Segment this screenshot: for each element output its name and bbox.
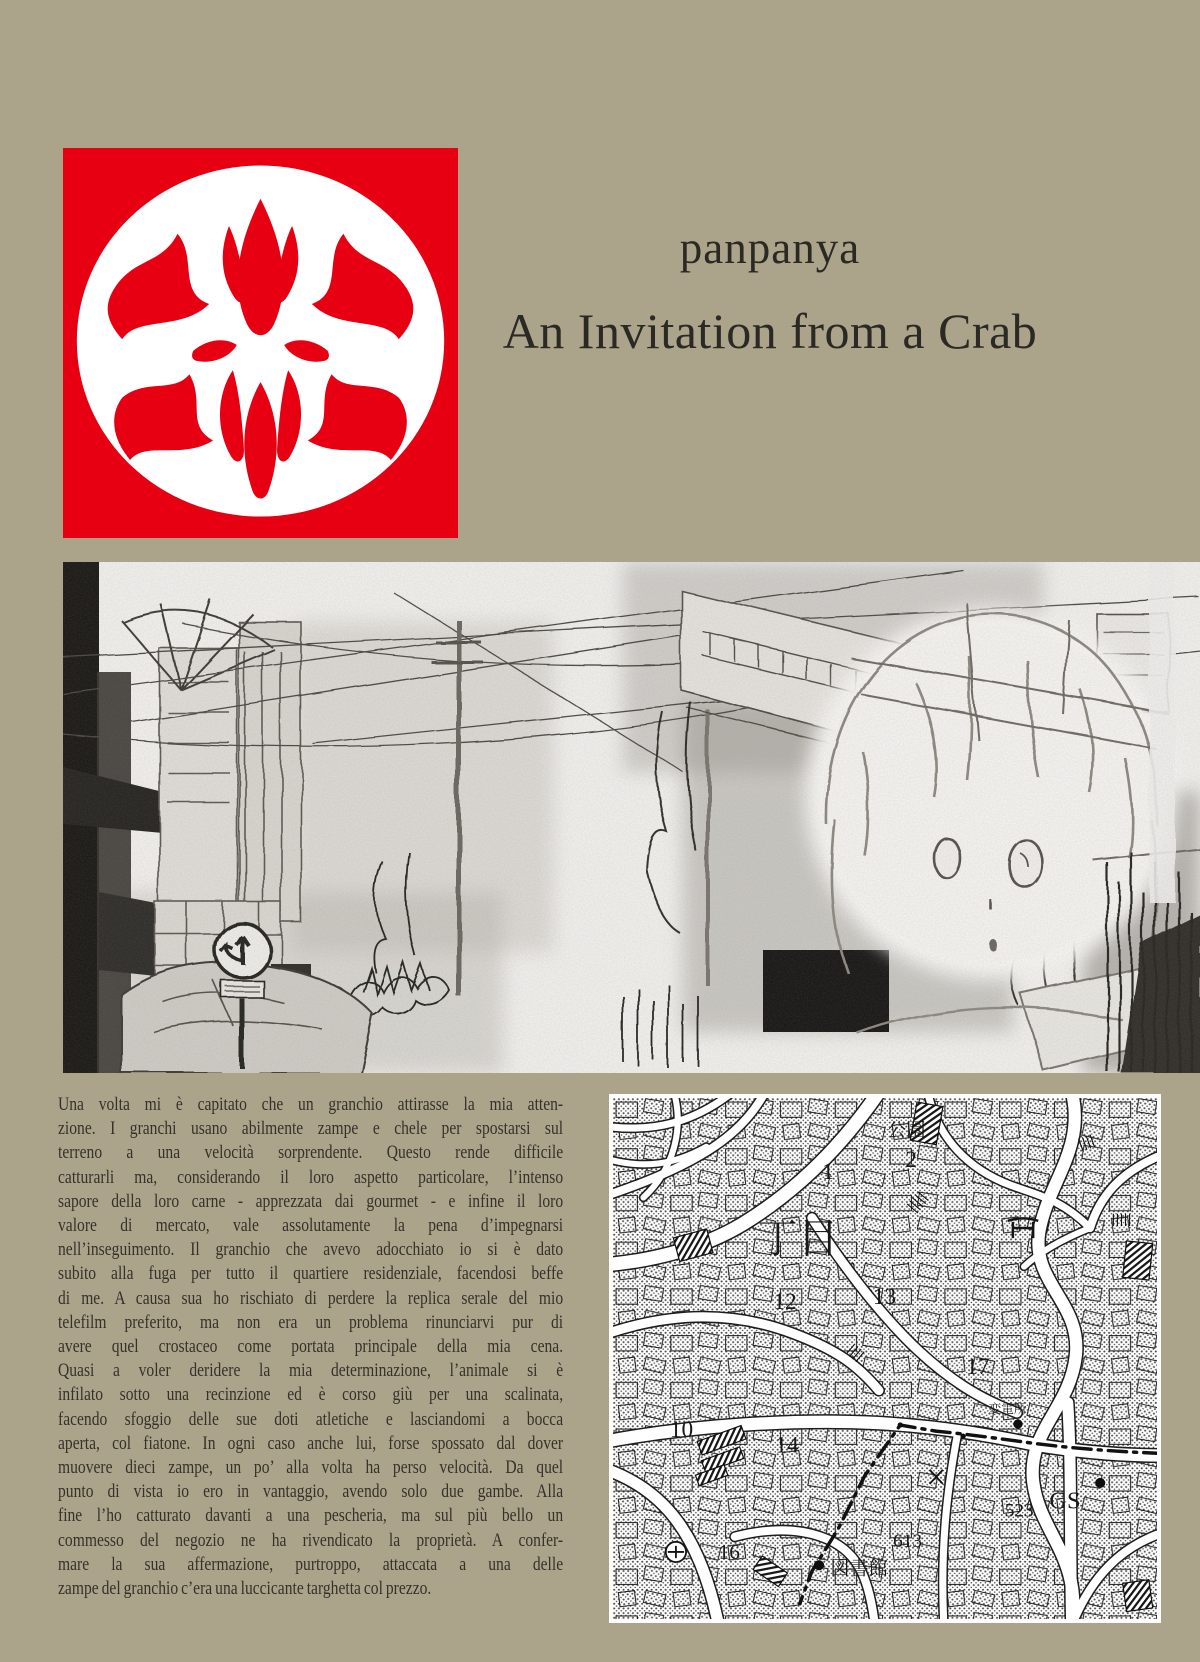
story-line: valore di mercato, vale assolutamente la pena d’impegnarsi <box>58 1215 564 1237</box>
paper-grain <box>63 562 1200 1073</box>
story-line: muovere dieci zampe, un po’ alla volta ha perso velocità. Da quel <box>58 1457 564 1479</box>
crab-emblem-svg <box>63 148 458 538</box>
author-name: panpanya <box>679 223 861 273</box>
map-label: 17 <box>966 1354 990 1381</box>
story-line: mare la sua affermazione, purtroppo, attaccata a una delle <box>58 1553 564 1575</box>
story-line: catturarli ma, considerando il loro aspetto particolare, l’intenso <box>58 1166 564 1188</box>
story-line: telefilm preferito, ma non era un problema rinunciarvi pur di <box>58 1311 564 1333</box>
story-line: zampe del granchio c’era una luccicante targhetta col prezzo. <box>58 1578 432 1600</box>
map-label: 10 <box>669 1417 694 1444</box>
story-line: avere quel crostaceo come portata principale della mia cena. <box>58 1336 564 1358</box>
story-line: Una volta mi è capitato che un granchio attirasse la mia atten- <box>58 1094 564 1115</box>
story-line: subito alla fuga per tutto il quartiere residenziale, facendosi beffe <box>58 1263 564 1285</box>
story-line: infilato sotto una recinzione ed è corso giù per una scalinata, <box>58 1384 564 1406</box>
page-title: An Invitation from a Crab <box>502 303 1038 359</box>
map-label: 公園 <box>887 1120 926 1142</box>
map-label: 613 <box>893 1530 923 1552</box>
street-illustration <box>63 562 1200 1073</box>
story-line: punto di vista io ero in vantaggio, avendo solo due gambe. Alla <box>58 1481 564 1503</box>
neighborhood-map-svg <box>613 1098 1157 1619</box>
map-label: 13 <box>872 1284 897 1311</box>
map-label: 16 <box>718 1540 740 1565</box>
story-line: aperta, col fiatone. In ogni caso anche lui, forse spossato dal dover <box>58 1432 564 1454</box>
title-block <box>420 0 1120 420</box>
story-line: nell’inseguimento. Il granchio che avevo adocchiato io si è dato <box>58 1239 564 1261</box>
story-line: commesso del negozio ne ha rivendicato la proprietà. A confer- <box>58 1529 564 1551</box>
crab-emblem-icon <box>63 148 458 538</box>
map-label: 丁目 <box>757 1216 839 1262</box>
neighborhood-map <box>613 1098 1157 1619</box>
map-label: 2 <box>905 1147 917 1174</box>
map-label: 12 <box>773 1289 797 1316</box>
story-line: di me. A causa sua ho rischiato di perdere la replica serale del mio <box>58 1287 564 1309</box>
town-office-icon <box>666 1542 686 1562</box>
map-label: 523 <box>1004 1500 1034 1522</box>
story-line: terreno a una velocità sorprendente. Questo rende difficile <box>58 1142 564 1164</box>
story-line: facendo sfoggio delle sue doti atletiche e lasciandomi a bocca <box>58 1408 564 1430</box>
story-paragraph <box>58 1093 563 1601</box>
map-label: 図書館 <box>830 1558 888 1580</box>
story-line: sapore della loro carne - apprezzata dai gourmet - e infine il loro <box>58 1190 564 1212</box>
story-line: zione. I granchi usano abilmente zampe e chele per spostarsi sul <box>58 1118 564 1140</box>
map-label: 変電所 <box>988 1401 1027 1416</box>
map-label: 1 <box>822 1159 834 1186</box>
story-line: Quasi a voler deridere la mia determinazione, l’animale si è <box>58 1360 564 1382</box>
map-label: 14 <box>775 1432 799 1459</box>
street-illustration-svg <box>63 562 1200 1073</box>
map-label: GS <box>1049 1487 1081 1515</box>
story-line: fine l’ho catturato davanti a una pescheria, ma sul più bello un <box>58 1505 564 1527</box>
